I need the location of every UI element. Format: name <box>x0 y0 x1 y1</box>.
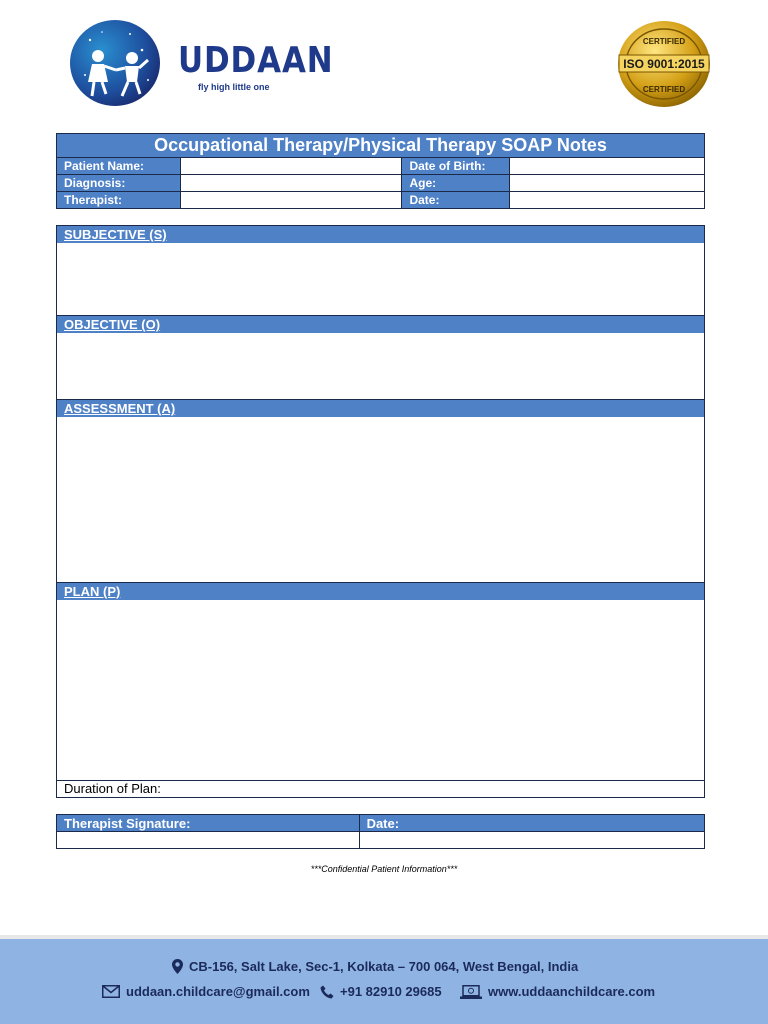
diagnosis-label: Diagnosis: <box>57 175 181 192</box>
duration-of-plan-field[interactable] <box>56 780 705 798</box>
patient-name-label: Patient Name: <box>57 158 181 175</box>
signature-table <box>56 814 705 849</box>
email-link[interactable]: uddaan.childcare@gmail.com <box>126 984 310 999</box>
diagnosis-field[interactable] <box>180 175 402 192</box>
subjective-field[interactable] <box>56 243 705 316</box>
date-label: Date: <box>402 192 510 209</box>
objective-field[interactable] <box>56 333 705 400</box>
footer-phone[interactable] <box>320 984 442 999</box>
location-pin-icon <box>172 959 183 974</box>
table-row <box>57 832 705 849</box>
envelope-icon <box>102 985 120 998</box>
address-text: CB-156, Salt Lake, Sec-1, Kolkata – 700 064, West Bengal, India <box>189 959 579 974</box>
signature-date-label: Date: <box>359 815 704 832</box>
phone-icon <box>320 985 334 999</box>
brand-tagline: fly high little one <box>198 82 270 92</box>
therapist-label: Therapist: <box>57 192 181 209</box>
uddaan-logo <box>70 20 334 108</box>
children-flying-logo-icon <box>70 20 160 106</box>
confidential-note: ***Confidential Patient Information*** <box>310 864 458 874</box>
table-row <box>57 815 705 832</box>
table-row <box>57 192 705 209</box>
assessment-field[interactable] <box>56 417 705 583</box>
website-link[interactable]: www.uddaanchildcare.com <box>488 984 656 999</box>
duration-of-plan-label: Duration of Plan: <box>64 781 161 796</box>
date-of-birth-field[interactable] <box>510 158 705 175</box>
objective-header: OBJECTIVE (O) <box>56 315 705 334</box>
signature-date-field[interactable] <box>359 832 704 849</box>
footer <box>0 939 768 1024</box>
footer-address <box>172 959 578 974</box>
therapist-signature-label: Therapist Signature: <box>57 815 360 832</box>
age-field[interactable] <box>510 175 705 192</box>
date-field[interactable] <box>510 192 705 209</box>
iso-badge-bottom-text: CERTIFIED <box>642 85 686 94</box>
patient-info-table <box>56 157 705 209</box>
therapist-signature-field[interactable] <box>57 832 360 849</box>
iso-badge-top-text: CERTIFIED <box>642 37 686 46</box>
phone-link[interactable]: +91 82910 29685 <box>340 984 442 999</box>
assessment-header: ASSESSMENT (A) <box>56 399 705 418</box>
date-of-birth-label: Date of Birth: <box>402 158 510 175</box>
therapist-field[interactable] <box>180 192 402 209</box>
footer-website[interactable] <box>460 984 655 999</box>
table-row <box>57 158 705 175</box>
subjective-header: SUBJECTIVE (S) <box>56 225 705 244</box>
footer-email[interactable] <box>102 984 310 999</box>
brand-name: UDDAAN <box>178 40 334 81</box>
table-row <box>57 175 705 192</box>
plan-field[interactable] <box>56 600 705 781</box>
laptop-icon <box>460 985 482 999</box>
age-label: Age: <box>402 175 510 192</box>
iso-badge-center-text: ISO 9001:2015 <box>623 57 705 71</box>
iso-certified-badge-icon <box>617 20 711 108</box>
plan-header: PLAN (P) <box>56 582 705 601</box>
form-title: Occupational Therapy/Physical Therapy SOAP Notes <box>56 133 705 158</box>
patient-name-field[interactable] <box>180 158 402 175</box>
